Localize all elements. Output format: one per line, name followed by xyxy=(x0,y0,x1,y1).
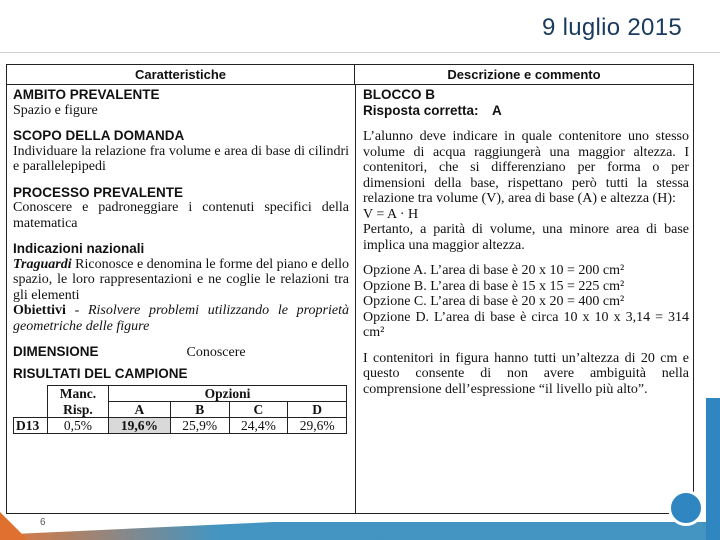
right-accent-bar xyxy=(706,398,720,540)
column-divider xyxy=(355,85,356,513)
risposta-value: A xyxy=(492,102,502,118)
title-divider xyxy=(0,52,720,53)
option-a-label: A xyxy=(108,402,170,418)
option-c-value: 24,4% xyxy=(229,418,288,434)
option-d-value: 29,6% xyxy=(288,418,347,434)
risp-label: Risp. xyxy=(48,402,109,418)
manc-value: 0,5% xyxy=(48,418,109,434)
indicazioni-heading: Indicazioni nazionali xyxy=(13,241,145,256)
scopo-text: Individuare la relazione fra volume e area di base di cilindri e parallelepipedi xyxy=(13,143,349,174)
dimensione-label: DIMENSIONE xyxy=(13,344,99,359)
slide-title: 9 luglio 2015 xyxy=(541,14,682,41)
results-table xyxy=(13,385,347,434)
opzione-a: Opzione A. L’area di base è 20 x 10 = 200 cm² xyxy=(363,263,625,278)
option-c-label: C xyxy=(229,402,288,418)
opzione-b: Opzione B. L’area di base è 15 x 15 = 225 cm² xyxy=(363,278,625,294)
option-b-label: B xyxy=(170,402,229,418)
row-label: D13 xyxy=(14,418,48,434)
characteristics-column xyxy=(13,87,349,434)
obiettivi-label: Obiettivi xyxy=(13,303,66,318)
opzione-c: Opzione C. L’area di base è 20 x 20 = 400 cm² xyxy=(363,294,625,309)
obiettivi-dash: - xyxy=(74,303,80,318)
header-descrizione: Descrizione e commento xyxy=(355,65,693,85)
ambito-text: Spazio e figure xyxy=(13,102,98,118)
risposta-row xyxy=(363,103,689,120)
scanned-document xyxy=(6,64,694,514)
traguardi-label: Traguardi xyxy=(13,256,72,272)
bottom-left-accent xyxy=(0,512,28,540)
description-paragraph-2: Pertanto, a parità di volume, una minore area di base implica una maggior altezza. xyxy=(363,222,689,253)
obiettivi-paragraph xyxy=(13,303,349,334)
formula: V = A · H xyxy=(363,206,419,222)
option-b-value: 25,9% xyxy=(170,418,229,434)
opzioni-label: Opzioni xyxy=(108,386,346,402)
description-column xyxy=(363,87,689,397)
dimensione-value: Conoscere xyxy=(186,345,246,360)
processo-text: Conoscere e padroneggiare i contenuti specifici della matematica xyxy=(13,200,349,231)
option-d-label: D xyxy=(288,402,347,418)
risultati-heading: RISULTATI DEL CAMPIONE xyxy=(13,365,188,381)
circle-nav-icon[interactable] xyxy=(668,490,704,526)
manc-label: Manc. xyxy=(48,386,109,402)
risposta-label: Risposta corretta: xyxy=(363,102,479,118)
processo-heading: PROCESSO PREVALENTE xyxy=(13,184,184,200)
traguardi-text: Riconosce e denomina le forme del piano e dello spazio, le loro rappresentazioni e ne coglie le relazioni tra gli elementi xyxy=(13,256,350,303)
ambito-heading: AMBITO PREVALENTE xyxy=(13,87,160,102)
scopo-heading: SCOPO DELLA DOMANDA xyxy=(13,128,185,143)
obiettivi-text: Risolvere problemi utilizzando le proprietà geometriche delle figure xyxy=(13,303,349,334)
bottom-accent-band xyxy=(0,522,720,540)
description-paragraph-3: I contenitori in figura hanno tutti un’altezza di 20 cm e questo consente di non avere ambiguità nella comprensione dell’espressione “il livello più alto”. xyxy=(363,350,689,397)
blocco-label: BLOCCO B xyxy=(363,87,435,102)
description-paragraph-1: L’alunno deve indicare in quale contenitore uno stesso volume di acqua raggiungerà una maggior altezza. I contenitori, che si differenziano per forma o per dimensioni della base, rispettano però tutti la stessa relazione tra volume (V), area di base (A) e altezza (H): xyxy=(363,129,689,206)
dimensione-row xyxy=(13,344,349,361)
traguardi-paragraph xyxy=(13,257,349,304)
option-a-value: 19,6% xyxy=(108,418,170,434)
page-number: 6 xyxy=(40,517,46,528)
header-caratteristiche: Caratteristiche xyxy=(7,65,355,85)
opzione-d: Opzione D. L’area di base è circa 10 x 10 x 3,14 = 314 cm² xyxy=(363,309,689,340)
